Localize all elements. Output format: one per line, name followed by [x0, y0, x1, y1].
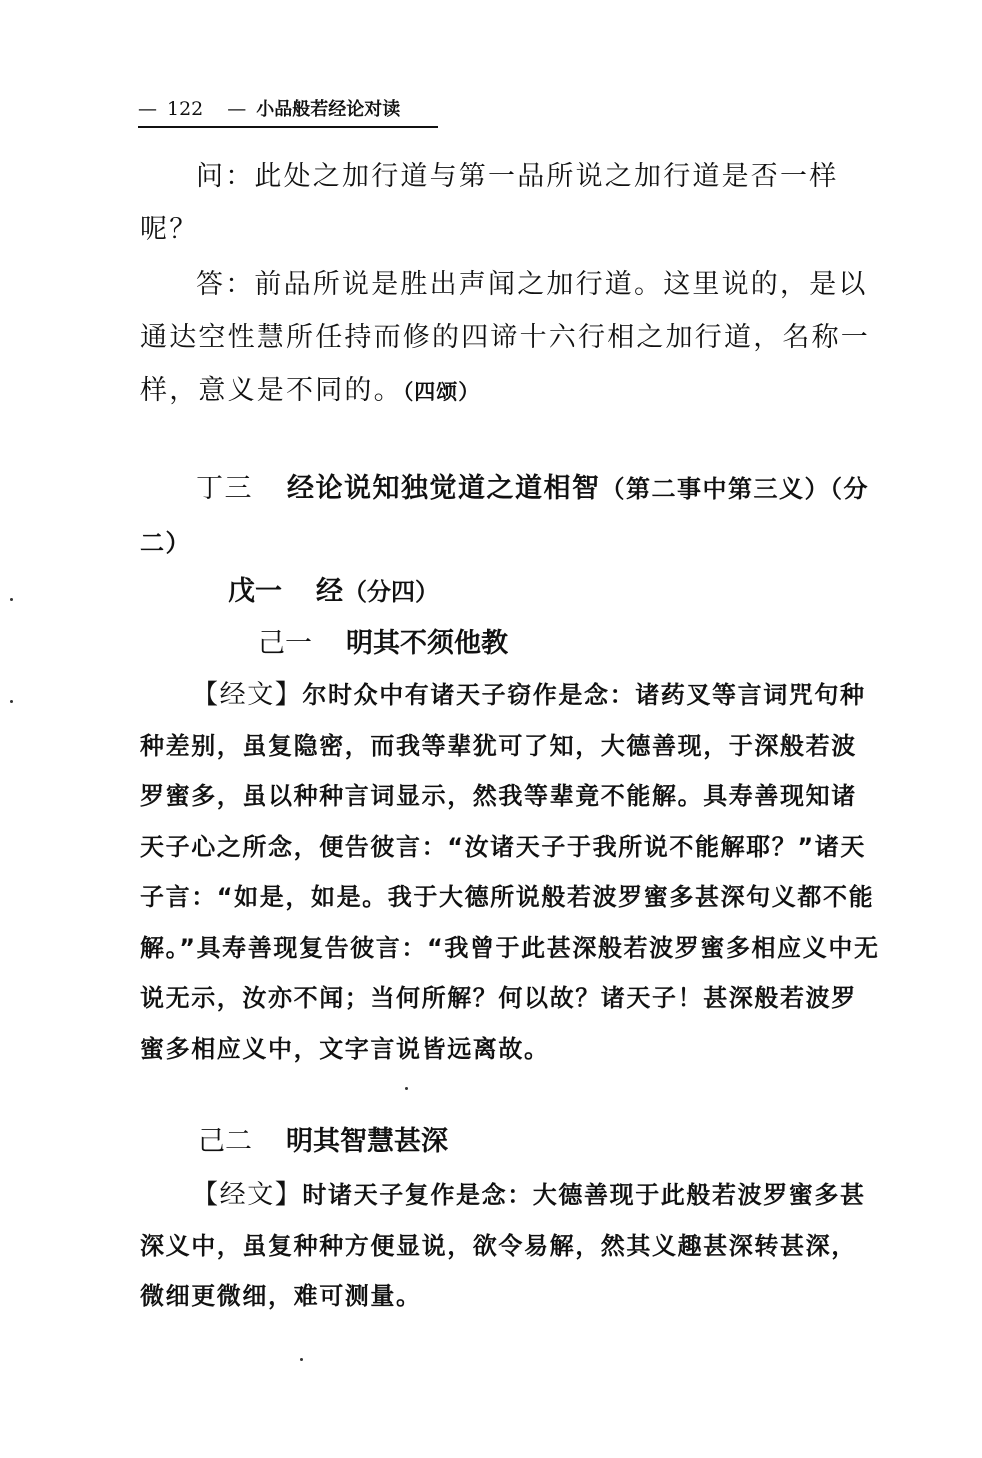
- scan-speck: [10, 700, 13, 703]
- running-header: [138, 96, 438, 128]
- section-number: 己二: [198, 1126, 252, 1157]
- section-number: 己一: [258, 628, 312, 659]
- answer-paragraph: [140, 258, 880, 418]
- book-title: 小品般若经论对读: [256, 99, 401, 120]
- sutra-text: 时诸天子复作是念：大德善现于此般若波罗蜜多甚深义中，虽复种种方便显说，欲令易解，然其义趣甚深转甚深，微细更微细，难可测量。: [140, 1181, 866, 1310]
- header-dash-left: —: [138, 98, 157, 120]
- section-number: 丁三: [196, 473, 253, 504]
- section-number: 戊一: [228, 576, 282, 607]
- section-title: 经论说知独觉道之道相智: [287, 473, 601, 504]
- section-heading-ji1: [258, 624, 508, 664]
- sutra-tag: 【经文】: [192, 680, 303, 710]
- section-title: 明其不须他教: [346, 628, 508, 659]
- sutra-text: 尔时众中有诸天子窃作是念：诸药叉等言词咒句种种差别，虽复隐密，而我等辈犹可了知，大德善现，于深般若波罗蜜多，虽以种种言词显示，然我等辈竟不能解。具寿善现知诸天子心之所念，便告彼言：“汝诸天子于我所说不能解耶？”诸天子言：“如是，如是。我于大德所说般若波罗蜜多甚深句义都不能解。”具寿善现复告彼言：“我曾于此甚深般若波罗蜜多相应义中无说无示，汝亦不闻；当何所解？何以故？诸天子！甚深般若波罗蜜多相应义中，文字言说皆远离故。: [140, 681, 880, 1063]
- question-paragraph: 问：此处之加行道与第一品所说之加行道是否一样呢？: [140, 161, 839, 245]
- scan-speck: [10, 598, 13, 601]
- scan-speck: [405, 1087, 408, 1090]
- section-title: 明其智慧甚深: [286, 1126, 448, 1157]
- sutra-passage-2: [140, 1170, 880, 1322]
- sutra-paragraph: [140, 670, 880, 1074]
- sutra-tag: 【经文】: [192, 1180, 303, 1210]
- answer-note: （四颂）: [402, 379, 481, 404]
- scan-speck: [300, 1358, 303, 1361]
- sutra-passage-1: [140, 670, 880, 1074]
- question-answer: [140, 150, 880, 418]
- section-note: （第二事中第三义）（分二）: [140, 474, 869, 557]
- section-heading-ding3: [140, 462, 880, 570]
- section-note: （分四）: [343, 577, 439, 606]
- section-heading-wu1: [228, 572, 439, 612]
- section-title: 经: [316, 576, 343, 607]
- section-heading-ji2: [198, 1122, 448, 1162]
- page-number: 122: [167, 98, 204, 120]
- header-dash-right: —: [227, 98, 247, 120]
- answer-text: 答：前品所说是胜出声闻之加行道。这里说的，是以通达空性慧所任持而修的四谛十六行相之加行道，名称一样，意义是不同的。: [140, 269, 870, 406]
- sutra-paragraph: [140, 1170, 880, 1322]
